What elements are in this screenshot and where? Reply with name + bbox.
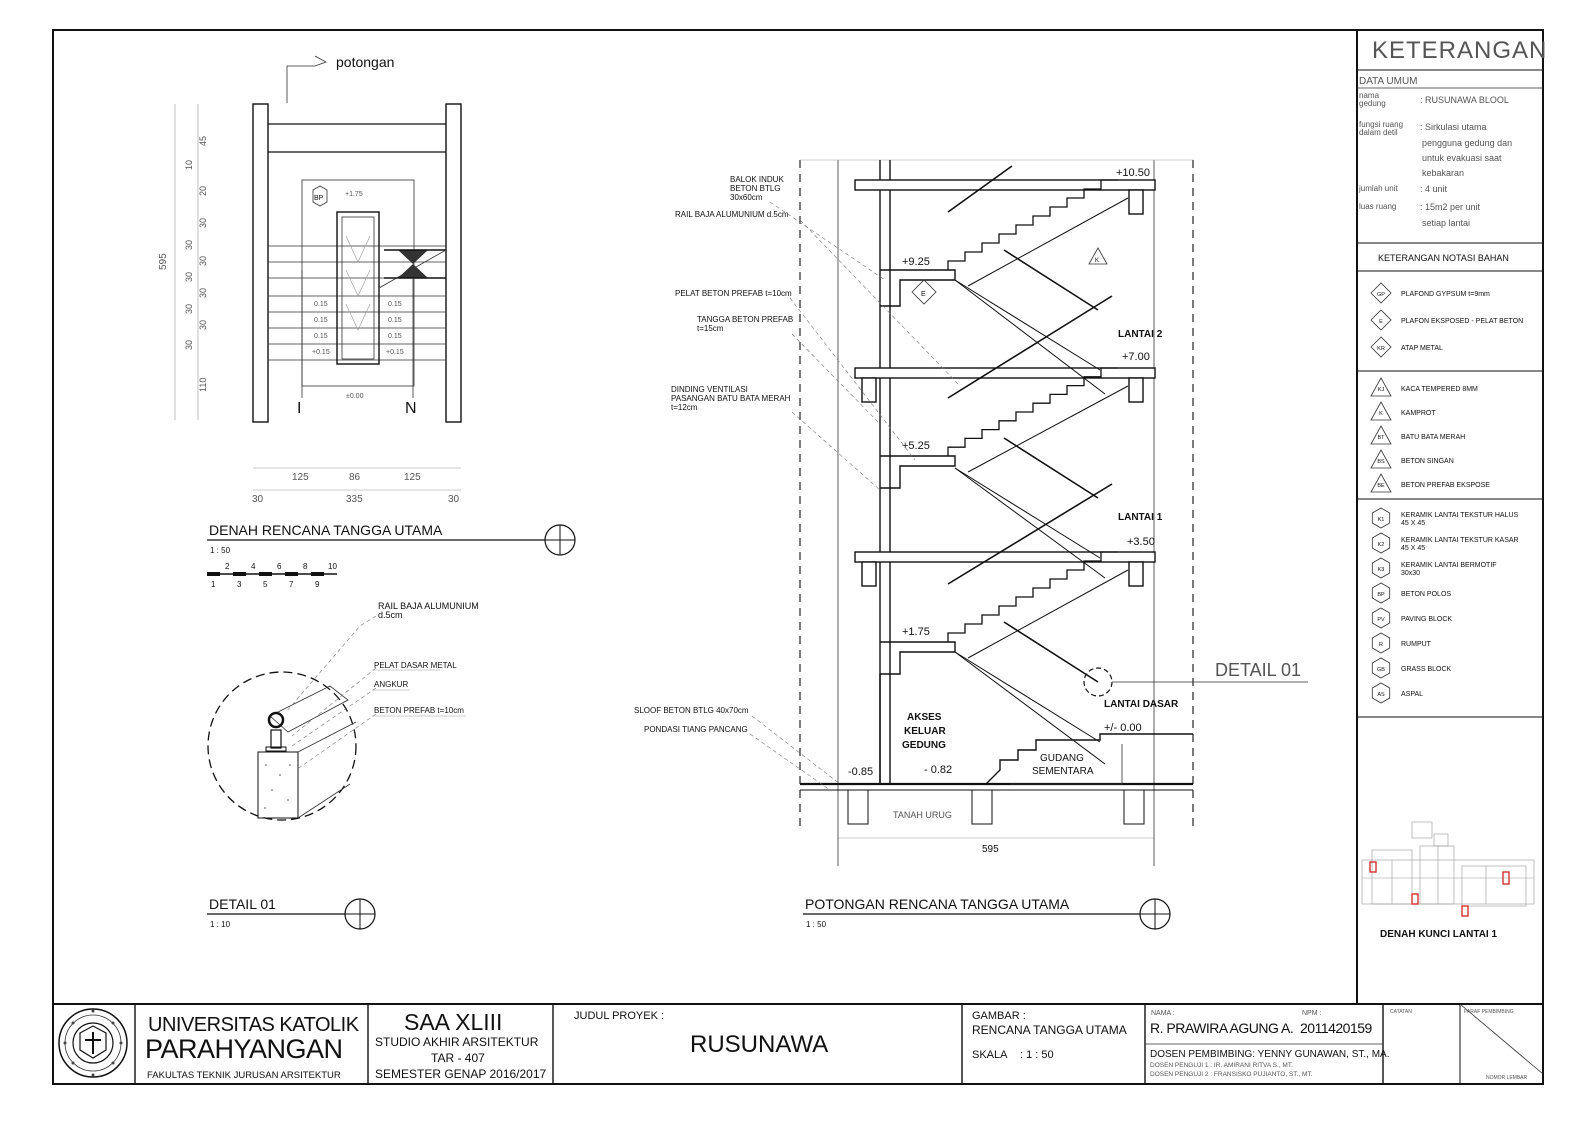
legend-subtitle: DATA UMUM <box>1359 76 1418 87</box>
dosen-penguji-1: DOSEN PENGUJI 1 : IR. AMIRANI RITVA S., MT. <box>1150 1062 1293 1069</box>
svg-text:+9.25: +9.25 <box>902 256 930 268</box>
svg-text:0.15: 0.15 <box>388 317 402 324</box>
svg-text:NPM :: NPM : <box>1302 1010 1322 1017</box>
svg-text:30: 30 <box>198 287 208 298</box>
notation-code: K3 <box>1377 567 1385 573</box>
key-plan-title: DENAH KUNCI LANTAI 1 <box>1380 929 1498 940</box>
notation-label: ASPAL <box>1401 691 1424 698</box>
notation-label: RUMPUT <box>1401 641 1431 648</box>
notation-code: BT <box>1377 435 1385 441</box>
step-values <box>312 301 404 356</box>
notation-code: BP <box>1377 592 1385 598</box>
plan-wall-right <box>446 104 461 422</box>
sheet-border <box>53 30 1543 1084</box>
plan-dim-vertical <box>158 104 208 420</box>
notation-code: AS <box>1377 692 1385 698</box>
svg-text:LANTAI DASAR: LANTAI DASAR <box>1104 699 1179 710</box>
svg-text:: 15m2 per unit: : 15m2 per unit <box>1420 202 1481 212</box>
notation-label: ATAP METAL <box>1401 345 1443 352</box>
notation-label: PLAFOND GYPSUM t=9mm <box>1401 291 1490 298</box>
svg-text:fungsi ruang: fungsi ruang <box>1359 120 1404 129</box>
stair-soffit <box>968 570 1128 658</box>
notation-code: R <box>1379 642 1383 648</box>
section-marker-label: potongan <box>336 54 395 70</box>
svg-text:9: 9 <box>315 580 320 589</box>
notation-code: KJ <box>1377 387 1385 393</box>
detail-title: DETAIL 01 <box>209 896 276 912</box>
notation-label: BETON PREFAB EKSPOSE <box>1401 482 1490 489</box>
svg-text:+0.15: +0.15 <box>312 349 330 356</box>
svg-text:setiap lantai: setiap lantai <box>1422 218 1471 228</box>
svg-text:10: 10 <box>328 562 337 571</box>
legend-group-wall <box>1371 378 1490 492</box>
svg-text:+/- 0.00: +/- 0.00 <box>1104 722 1142 734</box>
svg-text:LANTAI 2: LANTAI 2 <box>1118 329 1163 340</box>
svg-text:45: 45 <box>198 135 208 146</box>
svg-text:PARAF PEMBIMBING: PARAF PEMBIMBING <box>1464 1009 1514 1015</box>
university-logo <box>59 1009 127 1077</box>
section-cut-marker <box>287 56 326 103</box>
detail-scale: 1 : 10 <box>210 920 231 929</box>
svg-text:+3.50: +3.50 <box>1127 536 1155 548</box>
svg-text:gedung: gedung <box>1359 99 1386 108</box>
svg-text:SLOOF BETON BTLG 40x70cm: SLOOF BETON BTLG 40x70cm <box>634 706 749 715</box>
svg-text:8: 8 <box>303 562 308 571</box>
svg-text:GEDUNG: GEDUNG <box>902 740 946 751</box>
stair-flight-edge <box>955 652 1100 742</box>
svg-text:335: 335 <box>346 494 363 505</box>
svg-text:125: 125 <box>292 472 309 483</box>
svg-text:RAIL BAJA ALUMUNIUM d.5cm: RAIL BAJA ALUMUNIUM d.5cm <box>675 210 789 219</box>
svg-text:30: 30 <box>184 339 194 350</box>
section-notes <box>634 175 793 734</box>
svg-text:d.5cm: d.5cm <box>378 610 403 620</box>
svg-text:+0.15: +0.15 <box>386 349 404 356</box>
svg-text:: 4 unit: : 4 unit <box>1420 184 1448 194</box>
stair-flight-underside <box>955 652 1105 764</box>
svg-text:PELAT DASAR METAL: PELAT DASAR METAL <box>374 661 457 670</box>
svg-text:595: 595 <box>158 253 169 270</box>
svg-text:GUDANG: GUDANG <box>1040 753 1084 764</box>
key-plan-highlights <box>1370 862 1509 916</box>
svg-text:BETON BTLG: BETON BTLG <box>730 184 781 193</box>
stair-plan <box>158 54 575 589</box>
svg-text:pengguna gedung dan: pengguna gedung dan <box>1422 138 1513 148</box>
univ-name-2: PARAHYANGAN <box>145 1034 343 1064</box>
stair-flight <box>948 552 1118 642</box>
cut-line-hatch <box>379 250 446 288</box>
notation-label: GRASS BLOCK <box>1401 666 1452 673</box>
plan-level-bottom: ±0.00 <box>346 393 364 400</box>
svg-text:NOMOR LEMBAR: NOMOR LEMBAR <box>1486 1075 1528 1081</box>
svg-text:30: 30 <box>184 271 194 282</box>
notation-label: PAVING BLOCK <box>1401 616 1453 623</box>
svg-text:SEMENTARA: SEMENTARA <box>1032 766 1094 777</box>
svg-text:: RUSUNAWA BLOOL: : RUSUNAWA BLOOL <box>1420 95 1509 105</box>
svg-text:AKSES: AKSES <box>907 712 942 723</box>
rail-section <box>269 713 283 727</box>
plan-arrow-i: I <box>297 400 302 417</box>
svg-text:0.15: 0.15 <box>314 317 328 324</box>
svg-text:125: 125 <box>404 472 421 483</box>
svg-text:-0.85: -0.85 <box>848 766 874 778</box>
project-name: RUSUNAWA <box>690 1031 829 1058</box>
section-scale: 1 : 50 <box>806 920 827 929</box>
notation-code: BE <box>1377 483 1385 489</box>
project-label: JUDUL PROYEK : <box>574 1010 665 1022</box>
skala-label: SKALA <box>972 1049 1008 1061</box>
notation-label-2: 45 X 45 <box>1401 520 1426 527</box>
notation-code: KR <box>1377 346 1385 352</box>
svg-text:20: 20 <box>198 185 208 196</box>
svg-text:1: 1 <box>211 580 216 589</box>
stair-flight-edge <box>955 280 1100 370</box>
svg-text:ANGKUR: ANGKUR <box>374 680 409 689</box>
precast-slab <box>258 752 298 818</box>
svg-text:+1.75: +1.75 <box>902 626 930 638</box>
key-plan <box>1362 822 1534 940</box>
legend-title: KETERANGAN <box>1372 37 1548 64</box>
section-landings <box>880 270 955 674</box>
svg-text:6: 6 <box>277 562 282 571</box>
svg-text:30: 30 <box>252 494 264 505</box>
notation-label: BETON SINGAN <box>1401 458 1454 465</box>
legend-panel <box>1357 37 1547 940</box>
legend-group-floor <box>1372 508 1518 703</box>
legend-group-ceiling <box>1371 283 1523 357</box>
svg-text:30x60cm: 30x60cm <box>730 193 763 202</box>
notation-label: BETON POLOS <box>1401 591 1452 598</box>
svg-text:86: 86 <box>349 472 361 483</box>
stair-section <box>634 160 1308 929</box>
svg-text:30: 30 <box>184 303 194 314</box>
svg-text:0.15: 0.15 <box>314 301 328 308</box>
svg-text:3: 3 <box>237 580 242 589</box>
univ-name-1: UNIVERSITAS KATOLIK <box>148 1014 359 1036</box>
svg-text:E: E <box>921 291 926 298</box>
notation-code: K1 <box>1377 517 1385 523</box>
notation-label-2: 30x30 <box>1401 570 1421 577</box>
gambar-label: GAMBAR : <box>972 1010 1026 1022</box>
plan-arrow-n: N <box>405 400 417 417</box>
svg-text:DINDING VENTILASI: DINDING VENTILASI <box>671 385 748 394</box>
plan-level-mid: +1.75 <box>345 191 363 198</box>
stair-flight-edge <box>955 468 1100 558</box>
svg-text:30: 30 <box>198 319 208 330</box>
svg-text:dalam detil: dalam detil <box>1359 128 1398 137</box>
notation-label: KACA TEMPERED 8MM <box>1401 386 1478 393</box>
plan-title: DENAH RENCANA TANGGA UTAMA <box>209 522 443 538</box>
svg-text:untuk evakuasi saat: untuk evakuasi saat <box>1422 153 1502 163</box>
notation-label: KERAMIK LANTAI TEKSTUR HALUS <box>1401 512 1519 519</box>
student-npm: 2011420159 <box>1300 1020 1372 1036</box>
svg-text:30: 30 <box>198 217 208 228</box>
svg-text:110: 110 <box>198 377 208 392</box>
svg-text:LANTAI 1: LANTAI 1 <box>1118 512 1163 523</box>
svg-text:+10.50: +10.50 <box>1116 167 1150 179</box>
svg-text:t=12cm: t=12cm <box>671 403 698 412</box>
svg-text:BALOK INDUK: BALOK INDUK <box>730 175 784 184</box>
semester: SEMESTER GENAP 2016/2017 <box>375 1067 547 1081</box>
svg-text:luas ruang: luas ruang <box>1359 202 1397 211</box>
notation-code: GB <box>1377 667 1385 673</box>
section-floor-slabs <box>855 180 1155 586</box>
svg-text:0.15: 0.15 <box>388 333 402 340</box>
svg-text:NAMA :: NAMA : <box>1151 1010 1175 1017</box>
svg-text:0.15: 0.15 <box>314 333 328 340</box>
notation-label: PLAFON EKSPOSED - PELAT BETON <box>1401 318 1524 325</box>
faculty-name: FAKULTAS TEKNIK JURUSAN ARSITEKTUR <box>147 1070 341 1081</box>
svg-text:30: 30 <box>184 239 194 250</box>
section-title: POTONGAN RENCANA TANGGA UTAMA <box>805 896 1070 912</box>
svg-text:: Sirkulasi utama: : Sirkulasi utama <box>1420 122 1487 132</box>
course-code: TAR - 407 <box>431 1051 485 1065</box>
skala-value: : 1 : 50 <box>1020 1049 1054 1061</box>
svg-text:0.15: 0.15 <box>388 301 402 308</box>
svg-text:+7.00: +7.00 <box>1122 351 1150 363</box>
svg-text:RAIL BAJA ALUMUNIUM: RAIL BAJA ALUMUNIUM <box>378 601 479 611</box>
plan-scale-bar <box>207 562 337 589</box>
section-handrails <box>948 166 1112 682</box>
section-flights-up <box>948 180 1128 764</box>
svg-text:BETON PREFAB t=10cm: BETON PREFAB t=10cm <box>374 706 464 715</box>
svg-text:+5.25: +5.25 <box>902 440 930 452</box>
svg-text:K: K <box>1095 258 1100 264</box>
notation-code: E <box>1379 319 1383 325</box>
svg-text:nama: nama <box>1359 91 1380 100</box>
svg-text:- 0.82: - 0.82 <box>924 764 953 776</box>
svg-text:TANGGA BETON PREFAB: TANGGA BETON PREFAB <box>697 315 794 324</box>
section-dimension: 595 <box>982 844 999 855</box>
svg-text:30: 30 <box>198 255 208 266</box>
svg-text:5: 5 <box>263 580 268 589</box>
svg-text:KELUAR: KELUAR <box>904 726 946 737</box>
notation-code: K <box>1379 411 1383 417</box>
notation-label: KAMPROT <box>1401 410 1436 417</box>
dosen-penguji-2: DOSEN PENGUJI 2 : FRANSISKO PUJIANTO, ST., MT. <box>1150 1071 1313 1078</box>
svg-text:10: 10 <box>184 159 194 170</box>
notation-code: GP <box>1377 292 1385 298</box>
section-ground-label: TANAH URUG <box>893 810 952 820</box>
svg-text:4: 4 <box>251 562 256 571</box>
detail-callout-label: DETAIL 01 <box>1215 660 1302 680</box>
svg-text:30: 30 <box>448 494 460 505</box>
notation-label: BATU BATA MERAH <box>1401 434 1466 441</box>
plan-wall-left <box>253 104 268 422</box>
notation-label-2: 45 X 45 <box>1401 545 1426 552</box>
svg-text:CATATAN: CATATAN <box>1390 1009 1412 1015</box>
dosen-pembimbing: DOSEN PEMBIMBING: YENNY GUNAWAN, ST., MA. <box>1150 1049 1390 1060</box>
notation-title: KETERANGAN NOTASI BAHAN <box>1378 253 1509 263</box>
plan-treads <box>268 246 446 360</box>
legend-data-rows <box>1358 91 1512 228</box>
notation-label: KERAMIK LANTAI BERMOTIF <box>1401 562 1497 569</box>
title-block <box>59 1004 1543 1084</box>
gambar-value: RENCANA TANGGA UTAMA <box>972 1023 1127 1037</box>
notation-code: PV <box>1377 617 1385 623</box>
plan-dim-bottom <box>252 468 461 505</box>
detail-circle <box>208 672 356 820</box>
svg-text:t=15cm: t=15cm <box>697 324 724 333</box>
notation-code: K2 <box>1377 542 1385 548</box>
detail-01 <box>207 601 479 929</box>
plan-scale: 1 : 50 <box>210 546 231 555</box>
svg-text:PASANGAN BATU BATA MERAH: PASANGAN BATU BATA MERAH <box>671 394 791 403</box>
notation-code: BS <box>1377 459 1385 465</box>
studio-name: STUDIO AKHIR ARSITEKTUR <box>375 1035 539 1049</box>
svg-text:jumlah unit: jumlah unit <box>1359 184 1398 193</box>
svg-text:kebakaran: kebakaran <box>1422 168 1465 178</box>
stair-well <box>337 212 379 364</box>
svg-text:2: 2 <box>225 562 230 571</box>
svg-text:PONDASI TIANG PANCANG: PONDASI TIANG PANCANG <box>644 725 748 734</box>
section-ground <box>800 674 1193 824</box>
svg-text:PELAT BETON PREFAB t=10cm: PELAT BETON PREFAB t=10cm <box>675 289 792 298</box>
stair-soffit <box>968 198 1128 286</box>
svg-text:7: 7 <box>289 580 294 589</box>
notation-label: KERAMIK LANTAI TEKSTUR KASAR <box>1401 537 1519 544</box>
student-name: R. PRAWIRA AGUNG A. <box>1150 1020 1294 1036</box>
saa-title: SAA XLIII <box>404 1009 503 1035</box>
svg-text:BP: BP <box>314 195 324 202</box>
